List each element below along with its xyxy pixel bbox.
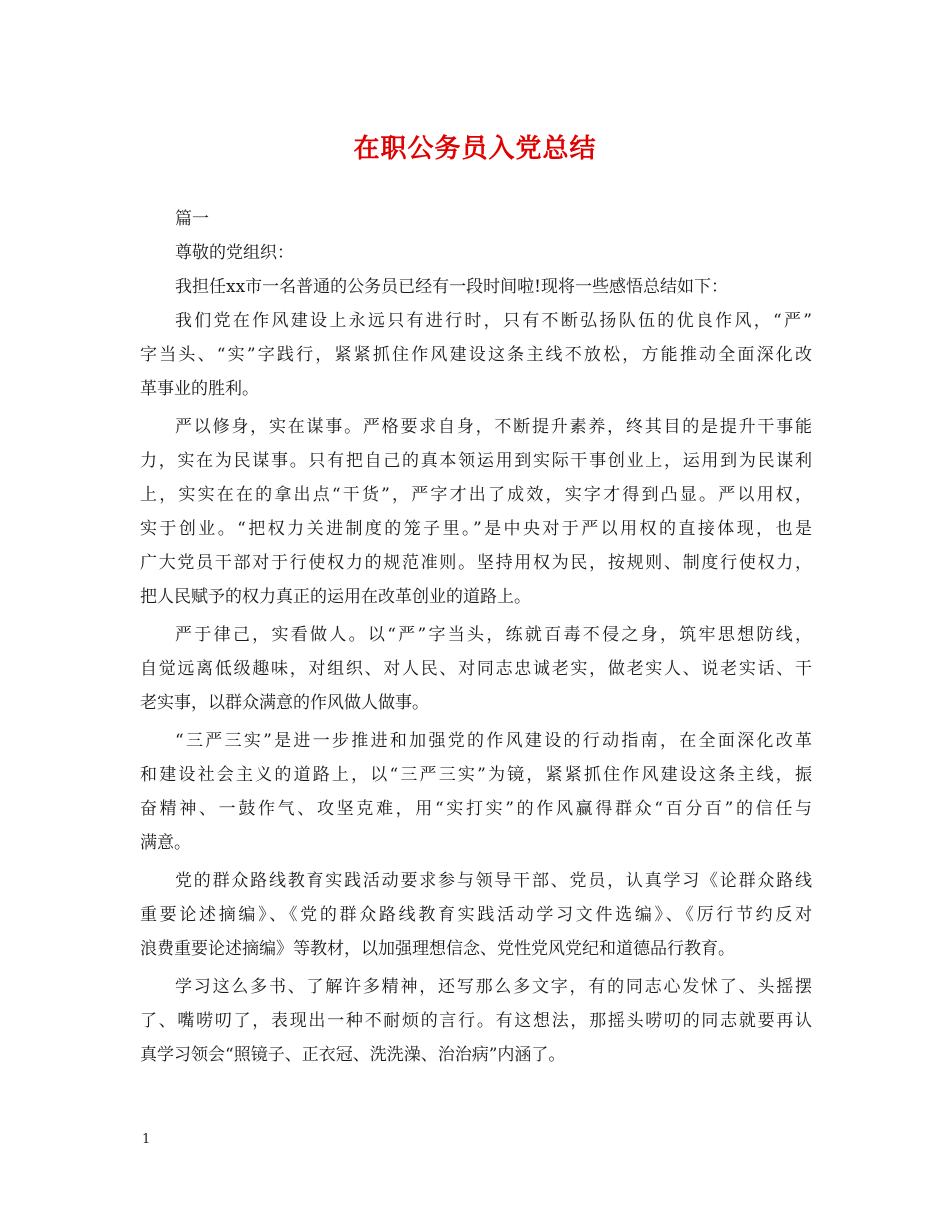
paragraph-line: 自觉远离低级趣味，对组织、对人民、对同志忠诚老实，做老实人、说老实话、干 [140,659,812,679]
paragraph-line: 满意。 [140,833,191,853]
paragraph-line: 严于律己，实看做人。以“严”字当头，练就百毒不侵之身，筑牢思想防线， [175,625,812,645]
paragraph-line: 我们党在作风建设上永远只有进行时，只有不断弘扬队伍的优良作风，“严” [175,311,812,331]
paragraph-line: 了、嘴唠叨了，表现出一种不耐烦的言行。有这想法，那摇头唠叨的同志就要再认 [140,1011,812,1031]
page-number: 1 [142,1132,151,1147]
salutation: 尊敬的党组织： [175,243,294,263]
paragraph-line: 真学习领会“照镜子、正衣冠、洗洗澡、治治病”内涵了。 [140,1045,566,1065]
paragraph-line: 严以修身，实在谋事。严格要求自身，不断提升素养，终其目的是提升干事能 [175,417,812,437]
paragraph-line: 广大党员干部对于行使权力的规范准则。坚持用权为民，按规则、制度行使权力， [140,553,812,573]
paragraph-line: 重要论述摘编》、《党的群众路线教育实践活动学习文件选编》、《厉行节约反对 [140,905,812,925]
paragraph-line: 把人民赋予的权力真正的运用在改革创业的道路上。 [140,587,531,607]
paragraph-line: 力，实在为民谋事。只有把自己的真本领运用到实际干事创业上，运用到为民谋利 [140,451,812,471]
document-body [140,202,812,1072]
paragraph-line: 浪费重要论述摘编》等教材，以加强理想信念、党性党风党纪和道德品行教育。 [140,939,735,959]
paragraph-line: 我担任xx市一名普通的公务员已经有一段时间啦!现将一些感悟总结如下： [175,277,729,297]
paragraph-line: 学习这么多书、了解许多精神，还写那么多文字，有的同志心发怵了、头摇摆 [175,977,812,997]
paragraph-line: “三严三实”是进一步推进和加强党的作风建设的行动指南，在全面深化改革 [175,731,812,751]
paragraph-line: 革事业的胜利。 [140,379,259,399]
paragraph-line: 和建设社会主义的道路上，以“三严三实”为镜，紧紧抓住作风建设这条主线，振 [140,765,812,785]
paragraph-line: 实于创业。“把权力关进制度的笼子里。”是中央对于严以用权的直接体现，也是 [140,519,812,539]
paragraph-line: 老实事，以群众满意的作风做人做事。 [140,693,429,713]
document-title: 在职公务员入党总结 [353,134,597,164]
paragraph-line: 上，实实在在的拿出点“干货”，严字才出了成效，实字才得到凸显。严以用权， [140,485,812,505]
paragraph-line: 字当头、“实”字践行，紧紧抓住作风建设这条主线不放松，方能推动全面深化改 [140,345,812,365]
paragraph-line: 奋精神、一鼓作气、攻坚克难，用“实打实”的作风赢得群众“百分百”的信任与 [140,799,812,819]
section-heading: 篇一 [175,209,209,229]
paragraph-line: 党的群众路线教育实践活动要求参与领导干部、党员，认真学习《论群众路线 [175,871,812,891]
